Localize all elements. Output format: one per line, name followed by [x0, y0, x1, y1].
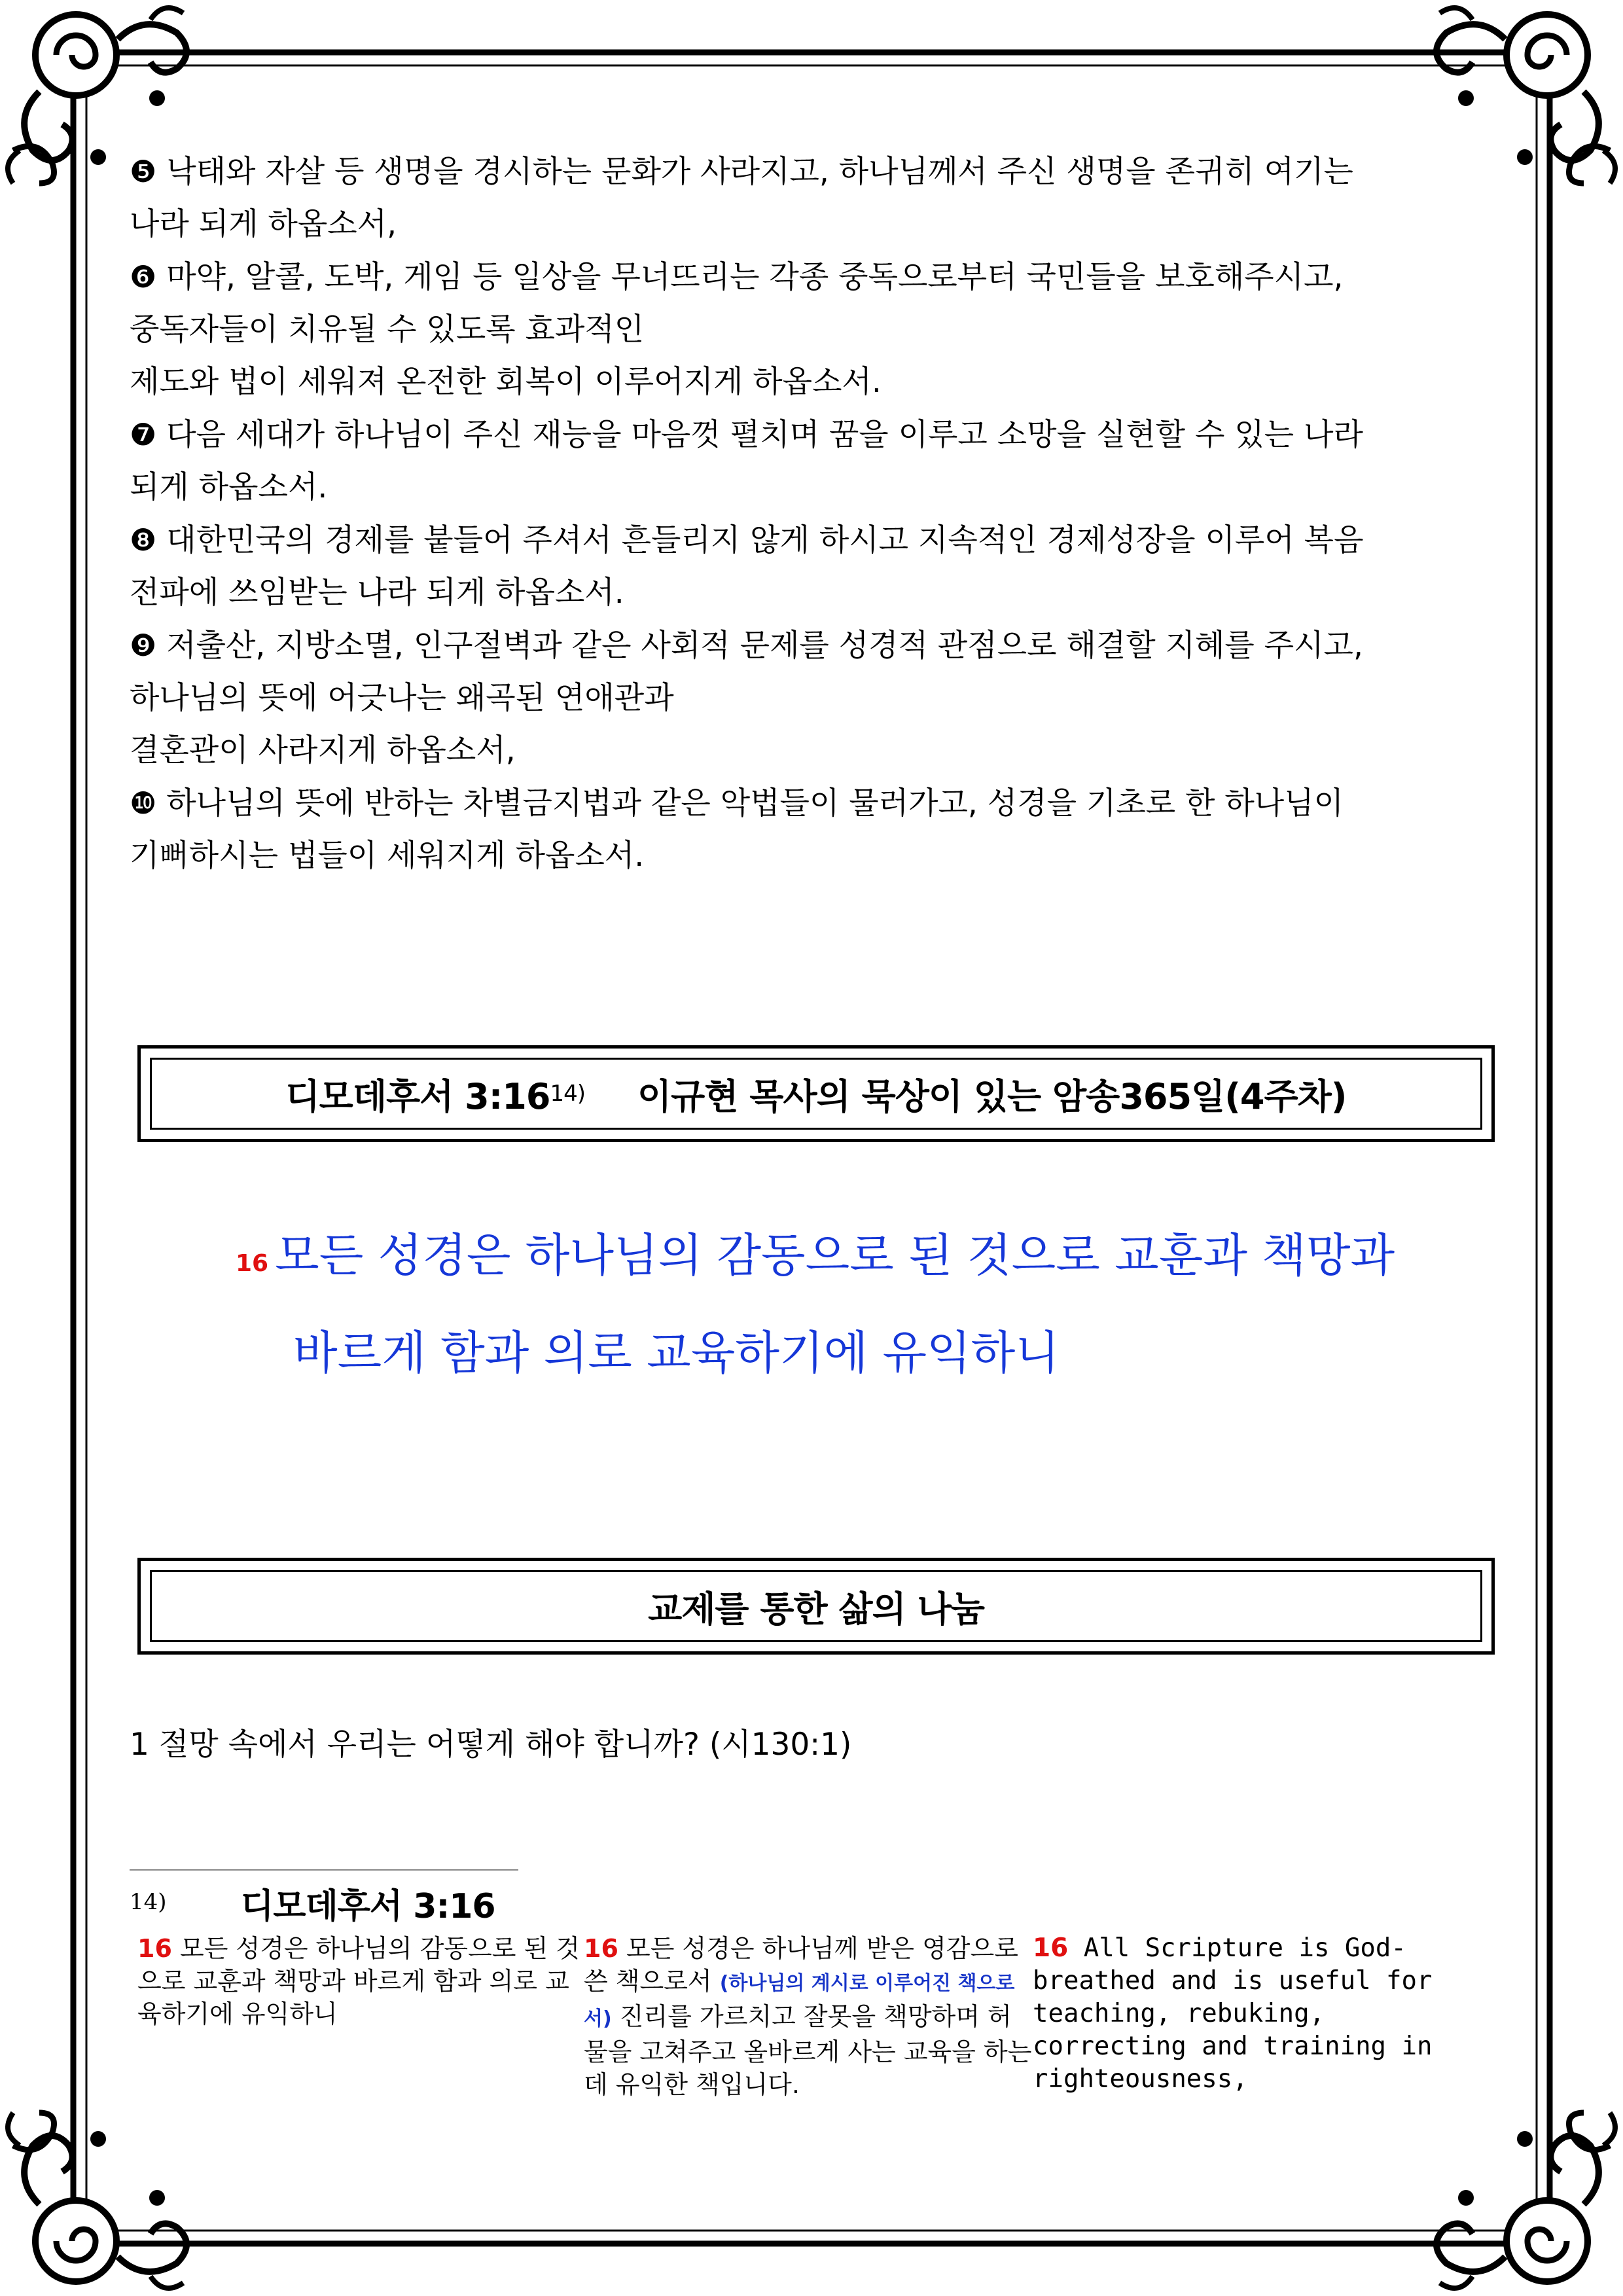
verse-number: 16 — [236, 1250, 269, 1277]
prayer-line — [130, 198, 1465, 251]
prayer-number-icon: ❺ — [130, 154, 157, 189]
prayer-text: 결혼관이 사라지게 하옵소서, — [130, 732, 516, 768]
prayer-number-icon: ❾ — [130, 628, 157, 663]
verse-text: All Scripture is God-breathed and is useful for teaching, rebuking, correcting and training in righteousness, — [1033, 1933, 1433, 2094]
prayer-text: 기뻐하시는 법들이 세워지게 하옵소서. — [130, 838, 645, 874]
prayer-text: 대한민국의 경제를 붙들어 주셔서 흔들리지 않게 하시고 지속적인 경제성장을 이루어 복음 — [166, 522, 1364, 558]
prayer-text: 낙태와 자살 등 생명을 경시하는 문화가 사라지고, 하나님께서 주신 생명을 존귀히 여기는 — [166, 154, 1353, 190]
prayer-line — [130, 567, 1465, 619]
footnote-title: 디모데후서 3:16 — [241, 1887, 495, 1926]
footnote-divider — [130, 1869, 518, 1871]
prayer-line — [130, 725, 1465, 777]
prayer-list — [130, 145, 1465, 882]
footnote-column-krv — [137, 1932, 582, 2030]
prayer-text: 다음 세대가 하나님이 주신 재능을 마음껏 펼치며 꿈을 이루고 소망을 실현할 수 있는 나라 — [166, 417, 1363, 453]
prayer-line — [130, 356, 1465, 408]
verse-text-b: 진리를 가르치고 잘못을 책망하며 허물을 고쳐주고 올바르게 사는 교육을 하는데 유익한 책입니다. — [584, 2002, 1032, 2099]
banner-reference: 디모데후서 3:16 — [285, 1075, 550, 1117]
prayer-line — [130, 461, 1465, 514]
verse-number: 16 — [584, 1934, 618, 1963]
prayer-line — [130, 777, 1465, 830]
prayer-text: 하나님의 뜻에 어긋나는 왜곡된 연애관과 — [130, 680, 674, 716]
verse-text-a: 모든 성경은 하나님께 받은 영감으로 쓴 책으로서 — [584, 1934, 1018, 1996]
prayer-text: 되게 하옵소서. — [130, 469, 328, 505]
prayer-line — [130, 145, 1465, 198]
verse-number: 16 — [137, 1934, 172, 1963]
prayer-text: 나라 되게 하옵소서, — [130, 206, 397, 242]
verse-line-1: 모든 성경은 하나님의 감동으로 된 것으로 교훈과 책망과 — [275, 1229, 1395, 1282]
prayer-number-icon: ❻ — [130, 259, 157, 295]
prayer-line — [130, 619, 1465, 672]
prayer-text: 전파에 쓰임받는 나라 되게 하옵소서. — [130, 575, 624, 611]
prayer-number-icon: ❽ — [130, 522, 157, 558]
prayer-line — [130, 514, 1465, 567]
prayer-number-icon: ❿ — [130, 785, 157, 821]
prayer-text: 중독자들이 치유될 수 있도록 효과적인 — [130, 312, 645, 348]
banner-title: 교제를 통한 삶의 나눔 — [648, 1588, 984, 1630]
prayer-text: 제도와 법이 세워져 온전한 회복이 이루어지게 하옵소서. — [130, 364, 882, 400]
memory-verse-banner: 디모데후서 3:16 14) 이규현 목사의 묵상이 있는 암송365일(4주차) — [137, 1045, 1495, 1142]
fellowship-banner — [137, 1558, 1495, 1655]
memory-verse — [236, 1211, 1414, 1397]
prayer-text: 저출산, 지방소멸, 인구절벽과 같은 사회적 문제를 성경적 관점으로 해결할 지혜를 주시고, — [166, 628, 1363, 664]
prayer-number-icon: ❼ — [130, 417, 157, 452]
prayer-text: 하나님의 뜻에 반하는 차별금지법과 같은 악법들이 물러가고, 성경을 기초로 한 하나님이 — [166, 785, 1344, 821]
prayer-line — [130, 830, 1465, 882]
footnote-column-english — [1033, 1932, 1465, 2096]
prayer-line — [130, 251, 1465, 304]
banner-title: 이규현 목사의 묵상이 있는 암송365일(4주차) — [637, 1075, 1347, 1117]
prayer-text: 마약, 알콜, 도박, 게임 등 일상을 무너뜨리는 각종 중독으로부터 국민들을 보호해주시고, — [166, 259, 1344, 295]
prayer-line — [130, 672, 1465, 725]
prayer-line — [130, 408, 1465, 461]
verse-text: 모든 성경은 하나님의 감동으로 된 것으로 교훈과 책망과 바르게 함과 의로 교육하기에 유익하니 — [137, 1934, 580, 2028]
verse-note: (하나님의 계시로 이루어진 책으로서) — [584, 1972, 1015, 2030]
prayer-line — [130, 304, 1465, 356]
footnote-column-modern — [584, 1932, 1035, 2101]
footnote-mark: 14) — [130, 1889, 167, 1915]
verse-line-2: 바르게 함과 의로 교육하기에 유익하니 — [293, 1326, 1060, 1380]
discussion-question: 1 절망 속에서 우리는 어떻게 해야 합니까? (시130:1) — [130, 1727, 852, 1763]
verse-number: 16 — [1033, 1933, 1069, 1963]
